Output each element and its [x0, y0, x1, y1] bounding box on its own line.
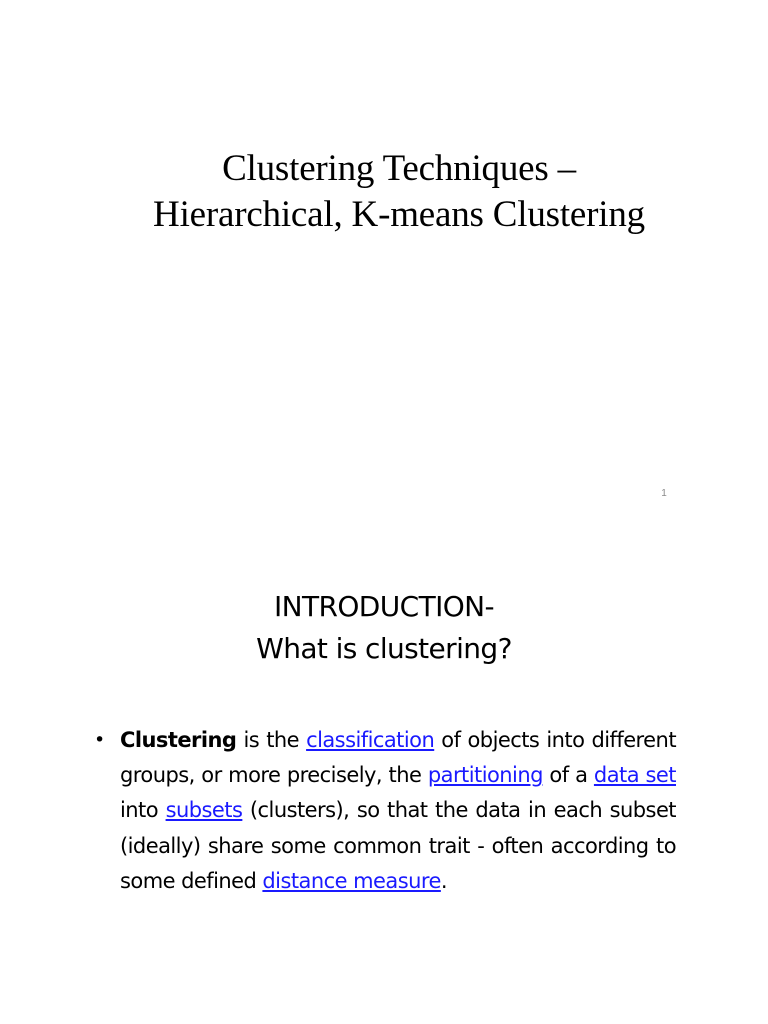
link-partitioning[interactable]: partitioning [427, 763, 543, 788]
bullet-list [92, 723, 676, 899]
slide-2-title-line-2: What is clustering? [256, 632, 512, 665]
link-data-set[interactable]: data set [593, 763, 676, 788]
bullet-text-6: . [440, 868, 447, 893]
slide-2-title-line-1: INTRODUCTION- [273, 590, 495, 623]
bullet-text-3: of a [542, 763, 594, 788]
bullet-marker: • [94, 729, 105, 751]
link-distance-measure[interactable]: distance measure [262, 868, 441, 893]
slide-1-title-line-2: Hierarchical, K-means Clustering [153, 194, 645, 235]
bullet-text-1: is the [236, 728, 307, 752]
term-clustering: Clustering [120, 728, 237, 752]
bullet-text-2: of objects into different groups, or more precisely, the [120, 728, 676, 788]
link-classification[interactable]: classification [306, 728, 435, 752]
slide-number: 1 [661, 488, 667, 499]
bullet-text-5: (clusters), so that the data in each subset (ideally) share some common trait - often according to some defined [120, 798, 676, 893]
slide-2-title [0, 586, 768, 670]
bullet-text-4: into [120, 798, 166, 823]
slide-2 [0, 512, 768, 1024]
bullet-item [92, 723, 676, 899]
slide-1-title [0, 146, 768, 238]
link-subsets[interactable]: subsets [165, 798, 243, 823]
slide-1-title-line-1: Clustering Techniques – [222, 148, 576, 189]
